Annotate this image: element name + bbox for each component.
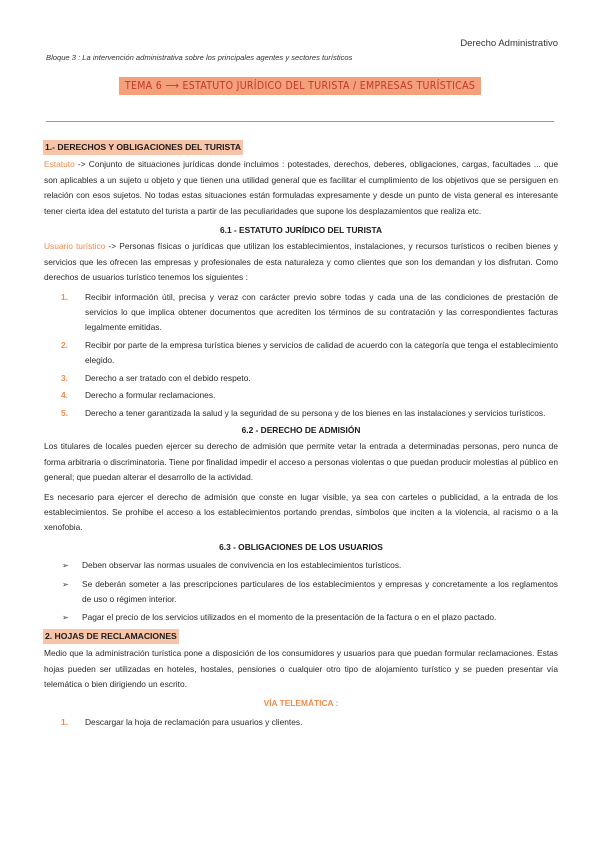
item-text: Se deberán someter a las prescripciones particulares de los establecimientos y empresas y concretamente a los reglamentos de uso o régimen interior. (82, 578, 558, 604)
section-heading-2: 2. HOJAS DE RECLAMACIONES (43, 629, 179, 644)
subheading-6-1: 6.1 - ESTATUTO JURÍDICO DEL TURISTA (219, 225, 383, 236)
item-number: 2. (61, 339, 68, 350)
header-block: Bloque 3 : La intervención administrativa sobre los principales agentes y sectores turísticos (46, 53, 353, 62)
divider (46, 121, 554, 122)
term-usuario: Usuario turístico (44, 241, 106, 252)
arrow-bullet-icon: ➢ (62, 613, 69, 623)
item-text: Recibir por parte de la empresa turística bienes y servicios de calidad de acuerdo con la categoría que tenga el establecimiento elegido. (85, 339, 558, 366)
term-estatuto: Estatuto (44, 159, 75, 170)
item-number: 5. (61, 407, 68, 418)
usuario-text: -> Personas físicas o jurídicas que utilizan los establecimientos, instalaciones, y recursos turísticos o reciben bienes y servicios que les ofrecen las empresas y profesionales de esta naturaleza y como clientes que son los demandan y los disfrutan. Como derechos de usuarios turístico tenemos los siguientes : (44, 241, 558, 283)
item-number: 1. (61, 716, 68, 727)
item-text: Derecho a formular reclamaciones. (85, 390, 216, 401)
arrow-bullet-icon: ➢ (62, 579, 69, 589)
list-item (44, 715, 558, 730)
list-item (44, 371, 558, 386)
list-item (44, 338, 558, 369)
admision-paragraph-1: Los titulares de locales pueden ejercer su derecho de admisión que permite vetar la entrada a determinadas personas, pero nunca de forma arbitraria o discriminatoria. Tiene por finalidad impedir el acceso a personas violentas o que puedan producir molestias al público en general; que puedan alterar el desarrollo de la actividad. (44, 441, 558, 483)
item-text: Pagar el precio de los servicios utilizados en el momento de la presentación de la factura o en el plazo pactado. (82, 612, 497, 623)
rights-list (44, 290, 558, 421)
estatuto-paragraph (44, 157, 558, 219)
content (44, 140, 558, 732)
item-text: Derecho a tener garantizada la salud y la seguridad de su persona y de los bienes en las instalaciones y servicios turísticos. (85, 407, 546, 418)
header-subject: Derecho Administrativo (460, 38, 558, 49)
subheading-via-telematica: VÍA TELEMÁTICA : (263, 698, 339, 709)
list-item (44, 577, 558, 608)
arrow-bullet-icon: ➢ (62, 561, 69, 571)
telematic-steps-list (44, 715, 558, 730)
item-text: Derecho a ser tratado con el debido respeto. (85, 372, 251, 383)
estatuto-text: -> Conjunto de situaciones jurídicas donde incluimos : potestades, derechos, deberes, obligaciones, cargas, facultades ... que son aplicables a un sujeto u objeto y que tienen una utilidad general que es facilitar el cumplimiento de los objetivos que se persiguen en relación con esos sujetos. No todas estas situaciones están formuladas expresamente y desde un punto de vista general es interesante tener cierta idea del estatuto del turista a partir de las peculiaridades que supone los desplazamientos que realiza etc. (44, 159, 558, 216)
reclamaciones-paragraph: Medio que la administración turística pone a disposición de los consumidores y usuarios para que puedan formular reclamaciones. Estas hojas pueden ser utilizadas en hoteles, hostales, pensiones o cualquier otro tipo de alojamiento turístico y se pueden presentar vía telemática o bien dirigiendo un escrito. (44, 648, 558, 689)
list-item (44, 406, 558, 421)
page-title: TEMA 6 ⟶ ESTATUTO JURÍDICO DEL TURISTA / EMPRESAS TURÍSTICAS (119, 77, 481, 95)
item-text: Deben observar las normas usuales de convivencia en los establecimientos turísticos. (82, 560, 402, 571)
item-number: 3. (61, 372, 68, 383)
subheading-6-2: 6.2 - DERECHO DE ADMISIÓN (241, 424, 361, 435)
list-item (44, 558, 558, 573)
obligations-list (44, 558, 558, 626)
list-item (44, 388, 558, 403)
admision-paragraph-2: Es necesario para ejercer el derecho de admisión que conste en lugar visible, ya sea con carteles o publicidad, a la entrada de los establecimientos. Se prohibe el acceso a los establecimientos portando prendas, símbolos que inciten a la violencia, al racismo o a la xenofobia. (44, 491, 558, 533)
item-text: Recibir información útil, precisa y veraz con carácter previo sobre todas y cada una de las condiciones de prestación de servicios lo que implica obtener documentos que acrediten los términos de su contratación y las correspondientes facturas legalmente emitidas. (85, 291, 558, 333)
section-heading-1: 1.- DERECHOS Y OBLIGACIONES DEL TURISTA (43, 140, 243, 155)
item-number: 4. (61, 390, 68, 401)
item-text: Descargar la hoja de reclamación para usuarios y clientes. (85, 716, 303, 727)
title-wrapper (0, 76, 600, 95)
usuario-paragraph (44, 239, 558, 285)
subheading-6-3: 6.3 - OBLIGACIONES DE LOS USUARIOS (219, 541, 383, 552)
item-number: 1. (61, 291, 68, 302)
list-item (44, 290, 558, 336)
list-item (44, 610, 558, 625)
